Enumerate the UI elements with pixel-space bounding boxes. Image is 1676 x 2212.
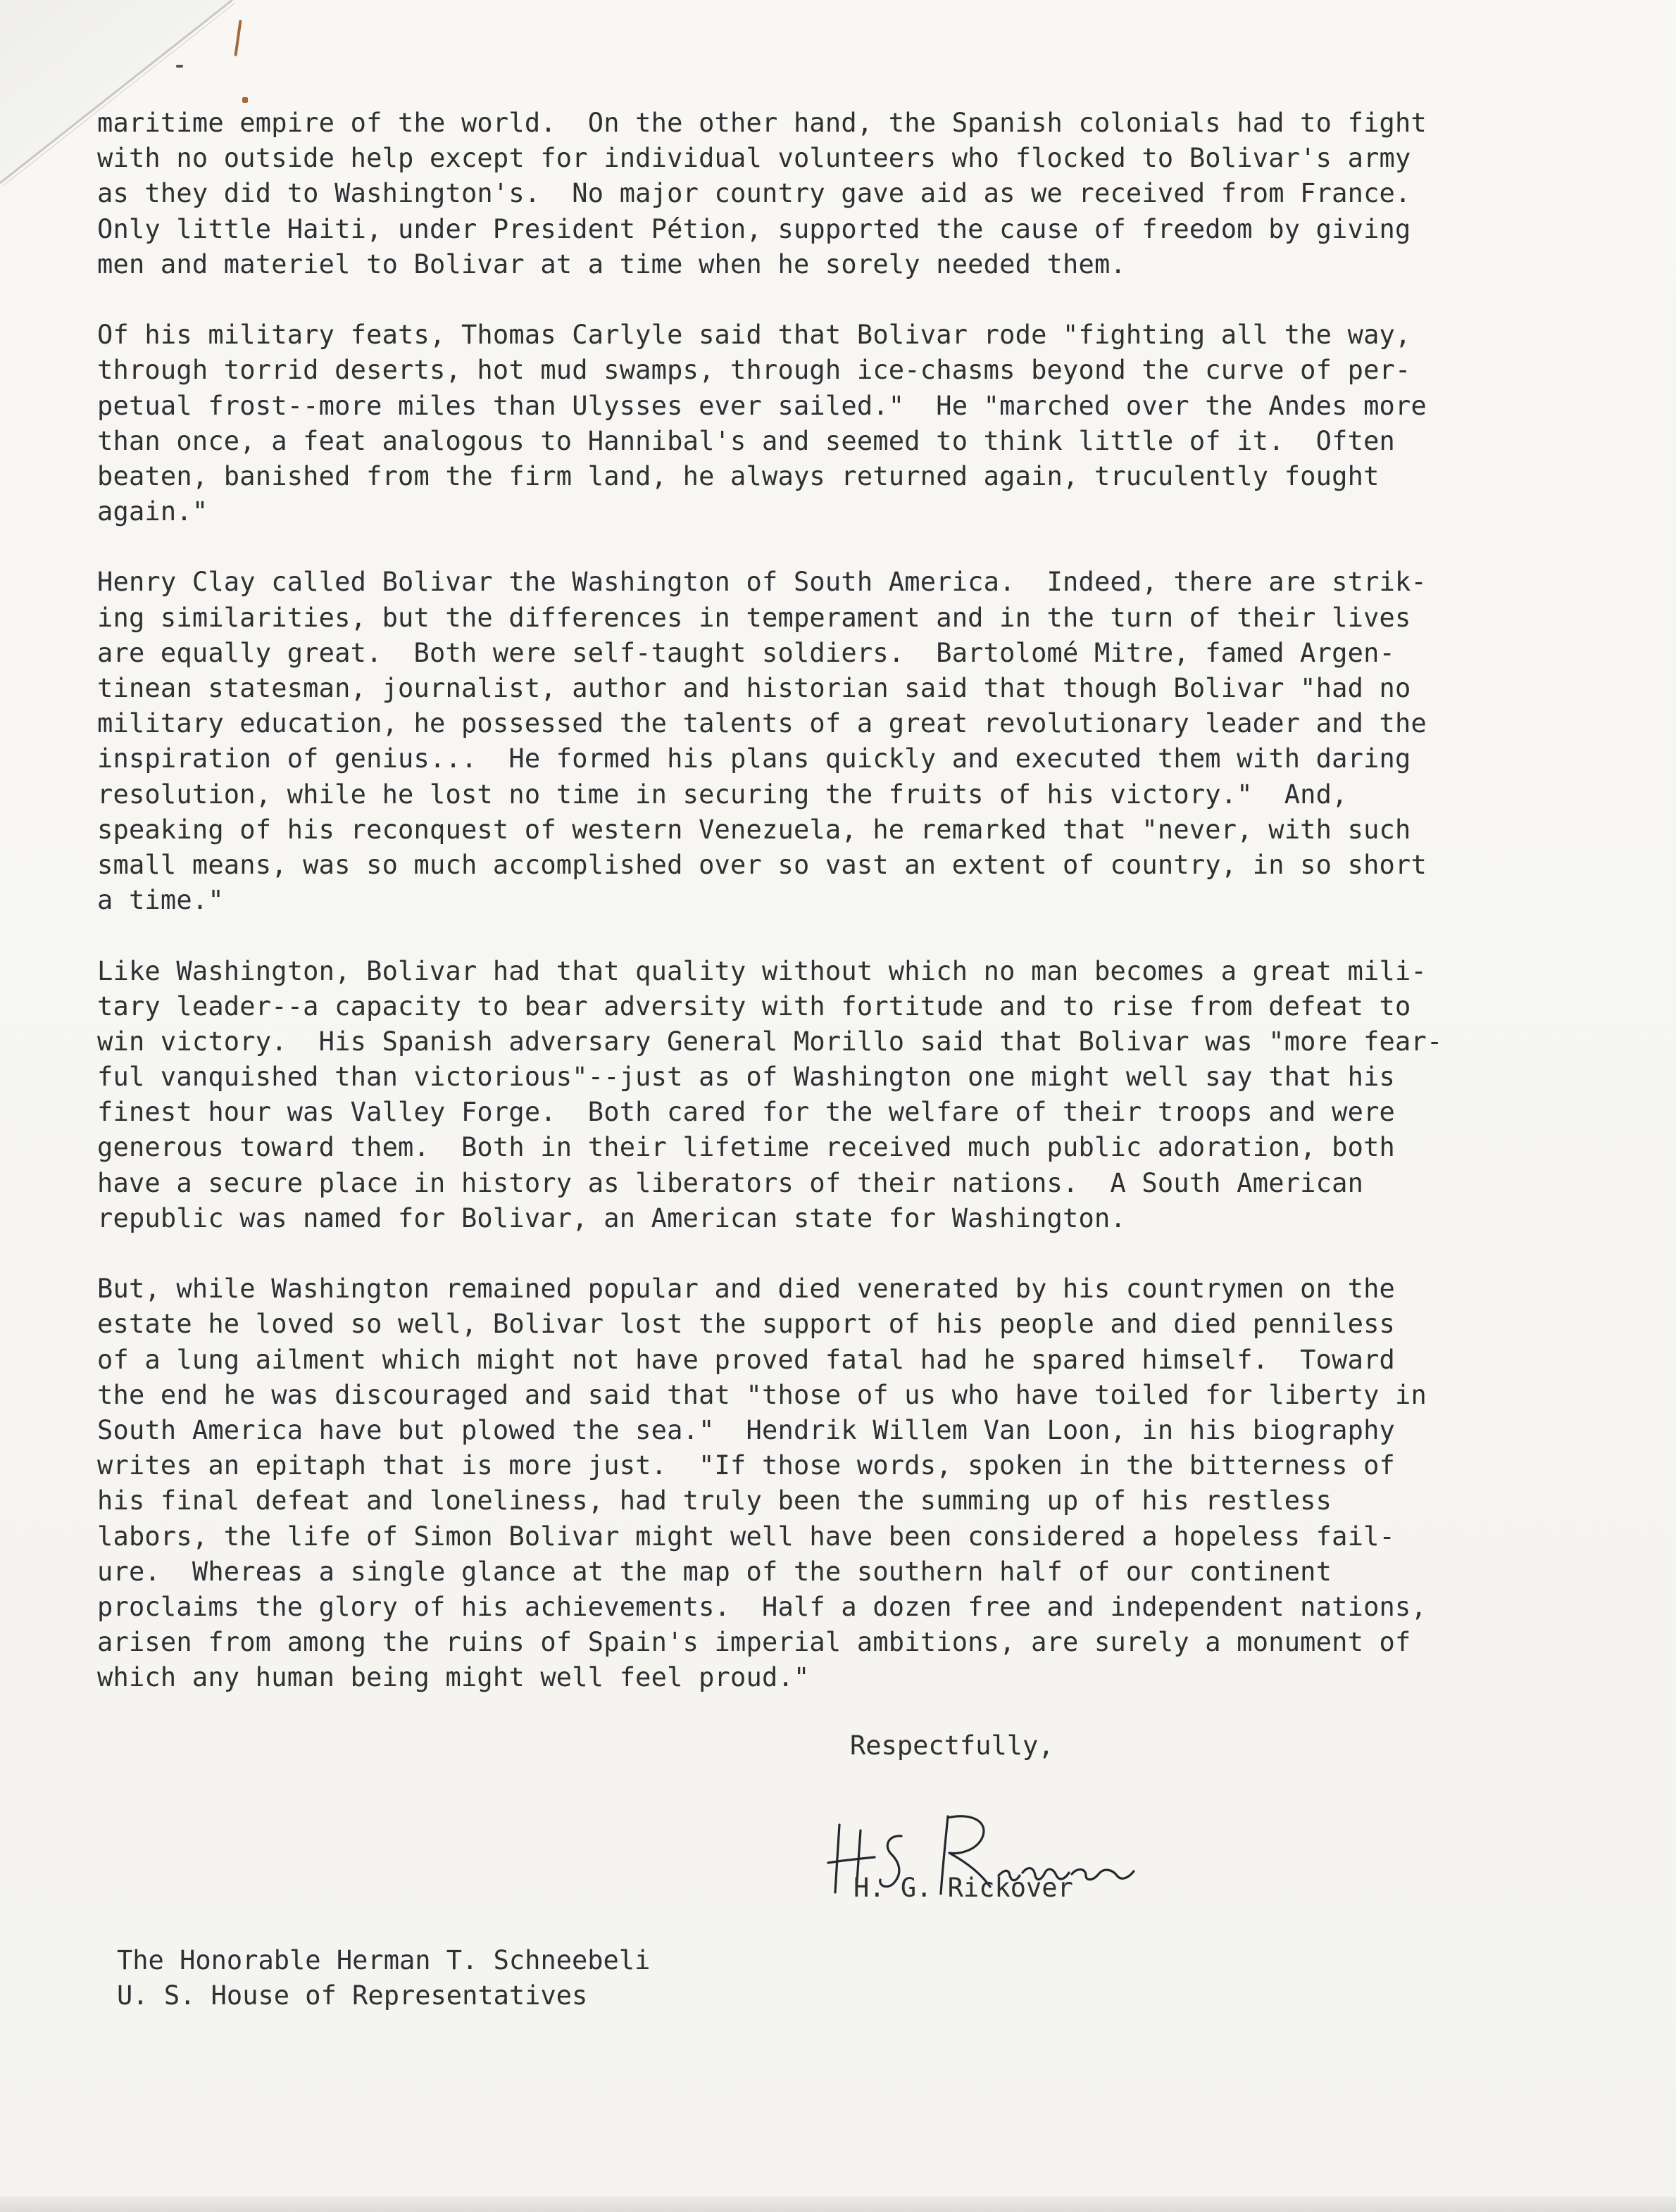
paragraph-1: [97, 106, 1597, 282]
text-line: his final defeat and loneliness, had truly been the summing up of his restless: [97, 1485, 1332, 1516]
text-line: the end he was discouraged and said that "those of us who have toiled for liberty in: [97, 1379, 1427, 1410]
text-line: men and materiel to Bolivar at a time when he sorely needed them.: [97, 249, 1126, 279]
text-line: have a secure place in history as liberators of their nations. A South American: [97, 1167, 1364, 1198]
addressee-block: [117, 1943, 650, 2013]
text-line: ing similarities, but the differences in temperament and in the turn of their lives: [97, 602, 1411, 633]
addressee-name: The Honorable Herman T. Schneebeli: [117, 1945, 651, 1975]
text-line: Only little Haiti, under President Pétion, supported the cause of freedom by giving: [97, 213, 1411, 244]
text-line: speaking of his reconquest of western Venezuela, he remarked that "never, with such: [97, 814, 1411, 845]
text-line: as they did to Washington's. No major country gave aid as we received from France.: [97, 178, 1411, 209]
text-line: again.": [97, 496, 208, 527]
text-line: with no outside help except for individual volunteers who flocked to Bolivar's army: [97, 143, 1411, 174]
text-line: South America have but plowed the sea." Hendrik Willem Van Loon, in his biography: [97, 1414, 1396, 1445]
text-line: small means, was so much accomplished over so vast an extent of country, in so short: [97, 849, 1427, 880]
paragraph-3: [97, 565, 1597, 918]
text-line: than once, a feat analogous to Hannibal's and seemed to think little of it. Often: [97, 425, 1396, 456]
text-line: tinean statesman, journalist, author and historian said that though Bolivar "had no: [97, 673, 1411, 703]
text-line: Of his military feats, Thomas Carlyle said that Bolivar rode "fighting all the way,: [97, 320, 1411, 351]
text-line: of a lung ailment which might not have proved fatal had he spared himself. Toward: [97, 1344, 1396, 1375]
closing-salutation: Respectfully,: [850, 1730, 1054, 1761]
text-line: tary leader--a capacity to bear adversity with fortitude and to rise from defeat to: [97, 991, 1411, 1022]
text-line: through torrid deserts, hot mud swamps, through ice-chasms beyond the curve of per-: [97, 355, 1411, 386]
ink-speck: [176, 65, 183, 68]
text-line: generous toward them. Both in their lifetime received much public adoration, both: [97, 1132, 1396, 1163]
ink-speck: [242, 97, 248, 103]
paragraph-5: [97, 1271, 1597, 1695]
text-line: finest hour was Valley Forge. Both cared for the welfare of their troops and were: [97, 1097, 1396, 1128]
text-line: which any human being might well feel proud.": [97, 1662, 810, 1693]
paragraph-4: [97, 954, 1597, 1237]
text-line: petual frost--more miles than Ulysses ever sailed." He "marched over the Andes more: [97, 390, 1427, 421]
text-line: maritime empire of the world. On the other hand, the Spanish colonials had to fight: [97, 108, 1427, 138]
text-line: estate he loved so well, Bolivar lost the support of his people and died penniless: [97, 1309, 1396, 1340]
text-line: resolution, while he lost no time in securing the fruits of his victory." And,: [97, 779, 1348, 810]
text-line: Henry Clay called Bolivar the Washington of South America. Indeed, there are strik-: [97, 567, 1427, 598]
text-line: arisen from among the ruins of Spain's imperial ambitions, are surely a monument of: [97, 1627, 1411, 1658]
text-line: win victory. His Spanish adversary General Morillo said that Bolivar was "more fear-: [97, 1026, 1443, 1057]
text-line: beaten, banished from the firm land, he always returned again, truculently fought: [97, 460, 1380, 491]
text-line: proclaims the glory of his achievements. Half a dozen free and independent nations,: [97, 1591, 1427, 1622]
text-line: are equally great. Both were self-taught soldiers. Bartolomé Mitre, famed Argen-: [97, 637, 1396, 668]
text-line: labors, the life of Simon Bolivar might well have been considered a hopeless fail-: [97, 1521, 1396, 1552]
text-line: military education, he possessed the talents of a great revolutionary leader and the: [97, 708, 1427, 739]
text-line: inspiration of genius... He formed his plans quickly and executed them with daring: [97, 743, 1411, 774]
text-line: Like Washington, Bolivar had that quality without which no man becomes a great mili-: [97, 955, 1427, 986]
signer-name: H. G. Rickover: [853, 1873, 1073, 1903]
addressee-office: U. S. House of Representatives: [117, 1980, 588, 2011]
text-line: writes an epitaph that is more just. "If those words, spoken in the bitterness of: [97, 1450, 1396, 1481]
text-line: a time.": [97, 885, 224, 916]
text-line: republic was named for Bolivar, an American state for Washington.: [97, 1202, 1126, 1233]
page-bottom-edge: [0, 2197, 1676, 2212]
paragraph-2: [97, 318, 1597, 529]
text-line: But, while Washington remained popular and died venerated by his countrymen on the: [97, 1274, 1396, 1305]
text-line: ure. Whereas a single glance at the map of the southern half of our continent: [97, 1556, 1332, 1587]
text-line: ful vanquished than victorious"--just as of Washington one might well say that his: [97, 1062, 1396, 1093]
letter-body: [97, 106, 1597, 1731]
